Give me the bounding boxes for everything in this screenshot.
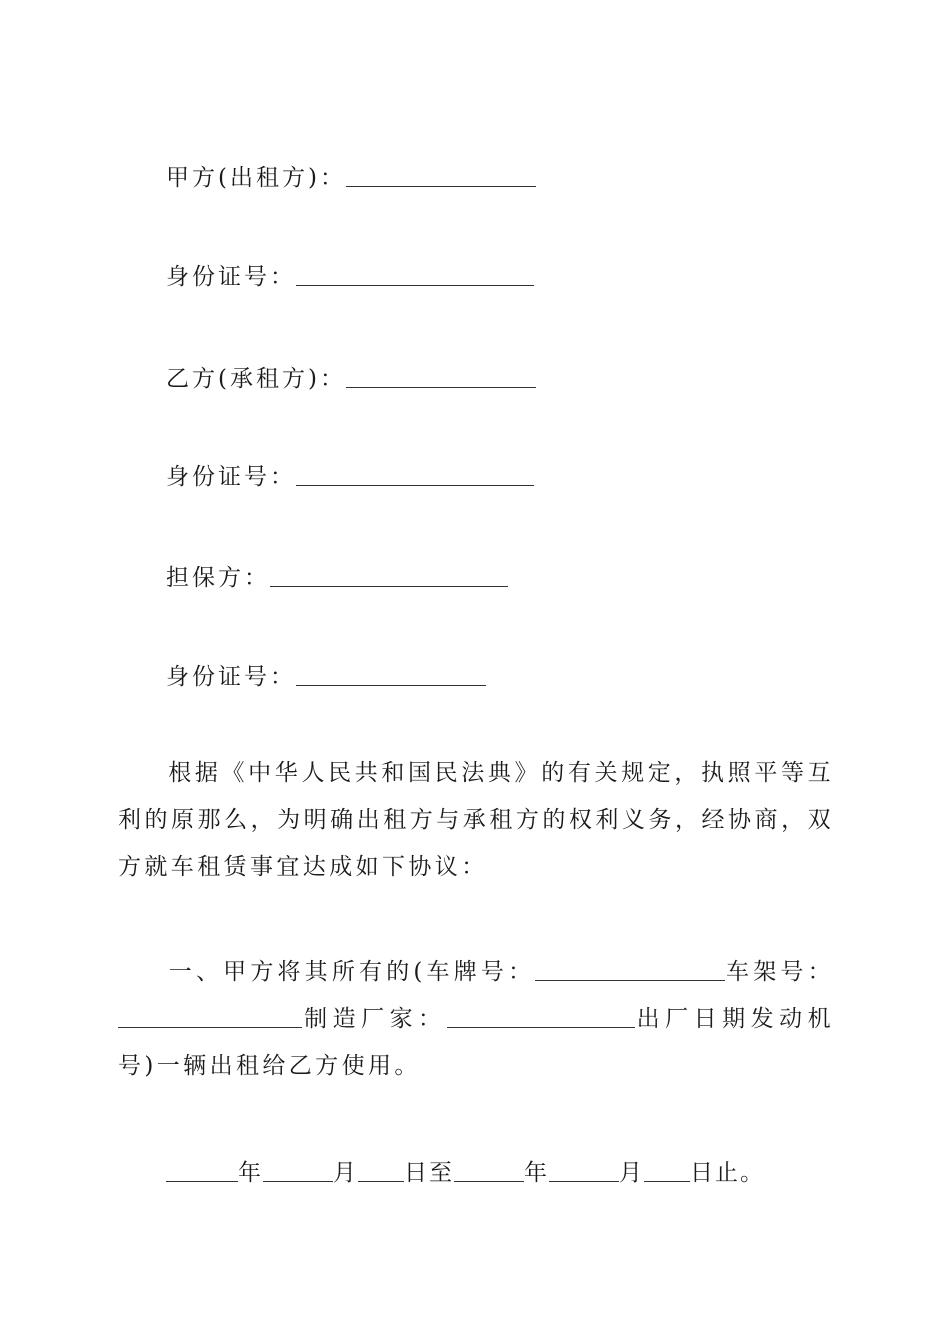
end-day-blank <box>644 1159 690 1182</box>
end-year-blank <box>454 1159 524 1182</box>
guarantor-blank <box>270 564 508 587</box>
term-row <box>166 1158 765 1188</box>
term-day-to: 日至 <box>404 1160 454 1186</box>
term-month-2: 月 <box>619 1160 644 1186</box>
guarantor-label: 担保方： <box>166 565 270 591</box>
term-year-2: 年 <box>524 1160 549 1186</box>
end-month-blank <box>549 1159 619 1182</box>
party-b-row <box>166 364 536 394</box>
plate-number-blank <box>535 958 725 981</box>
party-a-id-row <box>166 262 534 292</box>
clause-1-part3: 制造厂家： <box>302 1006 447 1032</box>
party-a-blank <box>346 164 536 187</box>
party-a-id-label: 身份证号： <box>166 264 296 290</box>
guarantor-id-row <box>166 662 486 692</box>
preamble-paragraph <box>118 750 834 891</box>
clause-1-part2: 车架号： <box>725 959 834 985</box>
party-b-id-row <box>166 462 534 492</box>
frame-number-blank-b <box>162 1005 302 1028</box>
party-a-row <box>166 163 536 193</box>
party-b-label: 乙方(承租方)： <box>166 366 346 392</box>
start-month-blank <box>263 1159 333 1182</box>
preamble-text: 根据《中华人民共和国民法典》的有关规定，执照平等互利的原那么，为明确出租方与承租方的权利义务，经协商，双方就车租赁事宜达成如下协议： <box>118 760 834 880</box>
term-day-end: 日止。 <box>690 1160 765 1186</box>
party-a-label: 甲方(出租方)： <box>166 165 346 191</box>
term-year-1: 年 <box>238 1160 263 1186</box>
party-b-blank <box>346 365 536 388</box>
start-day-blank <box>358 1159 404 1182</box>
party-b-id-label: 身份证号： <box>166 464 296 490</box>
clause-1-paragraph <box>118 949 834 1090</box>
guarantor-row <box>166 563 508 593</box>
party-b-id-blank <box>296 463 534 486</box>
manufacturer-blank <box>447 1005 635 1028</box>
party-a-id-blank <box>296 263 534 286</box>
term-month-1: 月 <box>333 1160 358 1186</box>
frame-number-blank-a <box>118 1005 162 1028</box>
guarantor-id-blank <box>296 663 486 686</box>
clause-1-part1: 一、甲方将其所有的(车牌号： <box>168 959 536 985</box>
clause-1-part4: 出厂日期发动机号)一辆出租给乙方使用。 <box>118 1006 835 1079</box>
guarantor-id-label: 身份证号： <box>166 664 296 690</box>
start-year-blank <box>166 1159 238 1182</box>
